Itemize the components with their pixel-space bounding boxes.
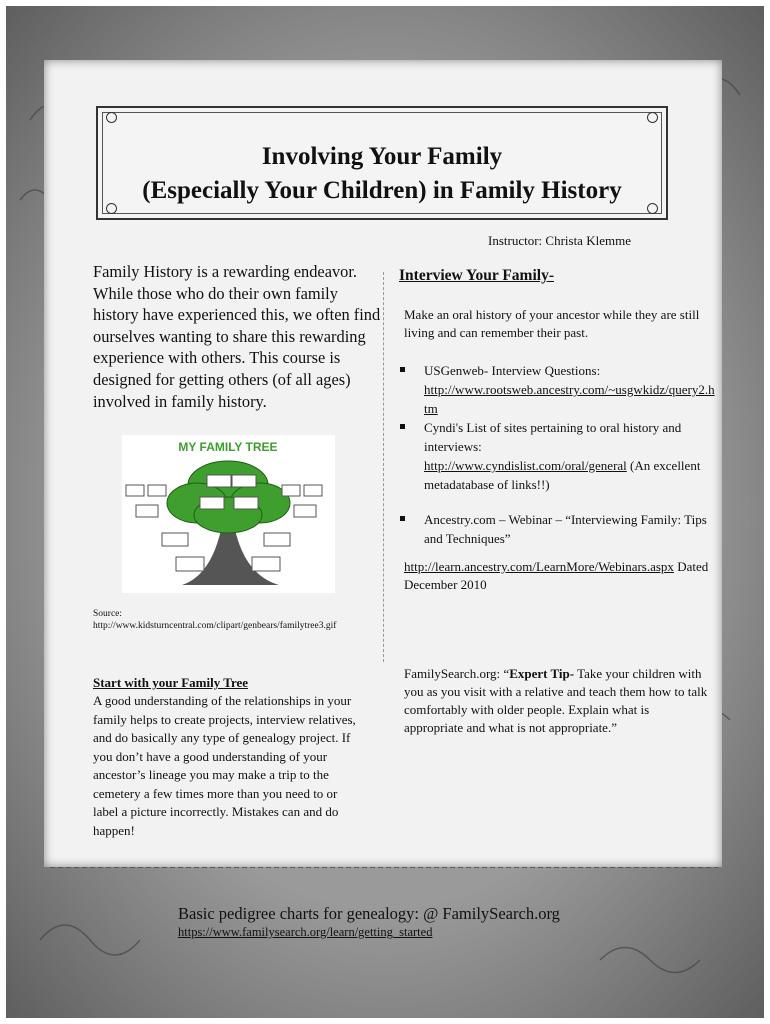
list-item: Ancestry.com – Webinar – “Interviewing Family: Tips and Techniques” bbox=[398, 510, 716, 548]
webinar-reference bbox=[404, 558, 714, 594]
family-tree-image bbox=[122, 435, 335, 593]
source-url: http://www.kidsturncentral.com/clipart/genbears/familytree3.gif bbox=[93, 621, 337, 631]
frame-ring-icon bbox=[106, 112, 117, 123]
frame-ring-icon bbox=[647, 112, 658, 123]
list-item: Cyndi's List of sites pertaining to oral history and interviews: http://www.cyndislist.com/oral/general (An excellent metadatabase of links!!) bbox=[398, 418, 716, 494]
instructor-label: Instructor: Christa Klemme bbox=[488, 233, 631, 248]
footer-text: Basic pedigree charts for genealogy: @ FamilySearch.org bbox=[178, 904, 560, 923]
list-item: USGenweb- Interview Questions: http://www.rootsweb.ancestry.com/~usgwkidz/query2.htm bbox=[398, 361, 716, 418]
footer-link[interactable]: https://www.familysearch.org/learn/getting_started bbox=[178, 925, 433, 939]
resource-list bbox=[398, 361, 716, 548]
family-tree-icon bbox=[122, 435, 335, 593]
expert-tip: FamilySearch.org: “Expert Tip- Take your children with you as you visit with a relative and teach them how to talk comfortably with older people. Explain what is appropriate and what is not appropriate.” bbox=[404, 666, 708, 735]
usgenweb-link[interactable]: http://www.rootsweb.ancestry.com/~usgwkidz/query2.htm bbox=[424, 382, 715, 416]
source-label: Source: bbox=[93, 609, 123, 619]
cyndislist-link[interactable]: http://www.cyndislist.com/oral/general bbox=[424, 458, 627, 473]
webinar-link[interactable]: http://learn.ancestry.com/LearnMore/Webinars.aspx bbox=[404, 559, 674, 574]
webinar-date: Dated December 2010 bbox=[404, 559, 709, 592]
page-title bbox=[98, 140, 666, 208]
title-frame bbox=[96, 106, 668, 220]
image-source bbox=[93, 608, 383, 632]
intro-paragraph: Family History is a rewarding endeavor. While those who do their own family history have experienced this, we often find ourselves wanting to share this rewarding experience with others. This course is designed for getting others (of all ages) involved in family history. bbox=[93, 262, 381, 411]
tree-caption: MY FAMILY TREE bbox=[178, 440, 278, 454]
title-line-2: (Especially Your Children) in Family History bbox=[142, 177, 622, 204]
interview-heading: Interview Your Family- bbox=[399, 267, 554, 284]
bullet-icon bbox=[400, 367, 405, 372]
oral-history-text: Make an oral history of your ancestor while they are still living and can remember their past. bbox=[404, 307, 700, 340]
column-divider bbox=[383, 272, 384, 662]
family-tree-heading: Start with your Family Tree bbox=[93, 675, 249, 690]
title-line-1: Involving Your Family bbox=[261, 143, 503, 170]
family-tree-paragraph: A good understanding of the relationships in your family helps to create projects, interview relatives, and do basically any type of genealogy project. If you don’t have a good understanding of your ancestor’s lineage you may make a trip to the cemetery a few times more than you need to or label a picture incorrectly. Mistakes can and do happen! bbox=[93, 693, 356, 838]
bullet-icon bbox=[400, 516, 405, 521]
bullet-icon bbox=[400, 424, 405, 429]
